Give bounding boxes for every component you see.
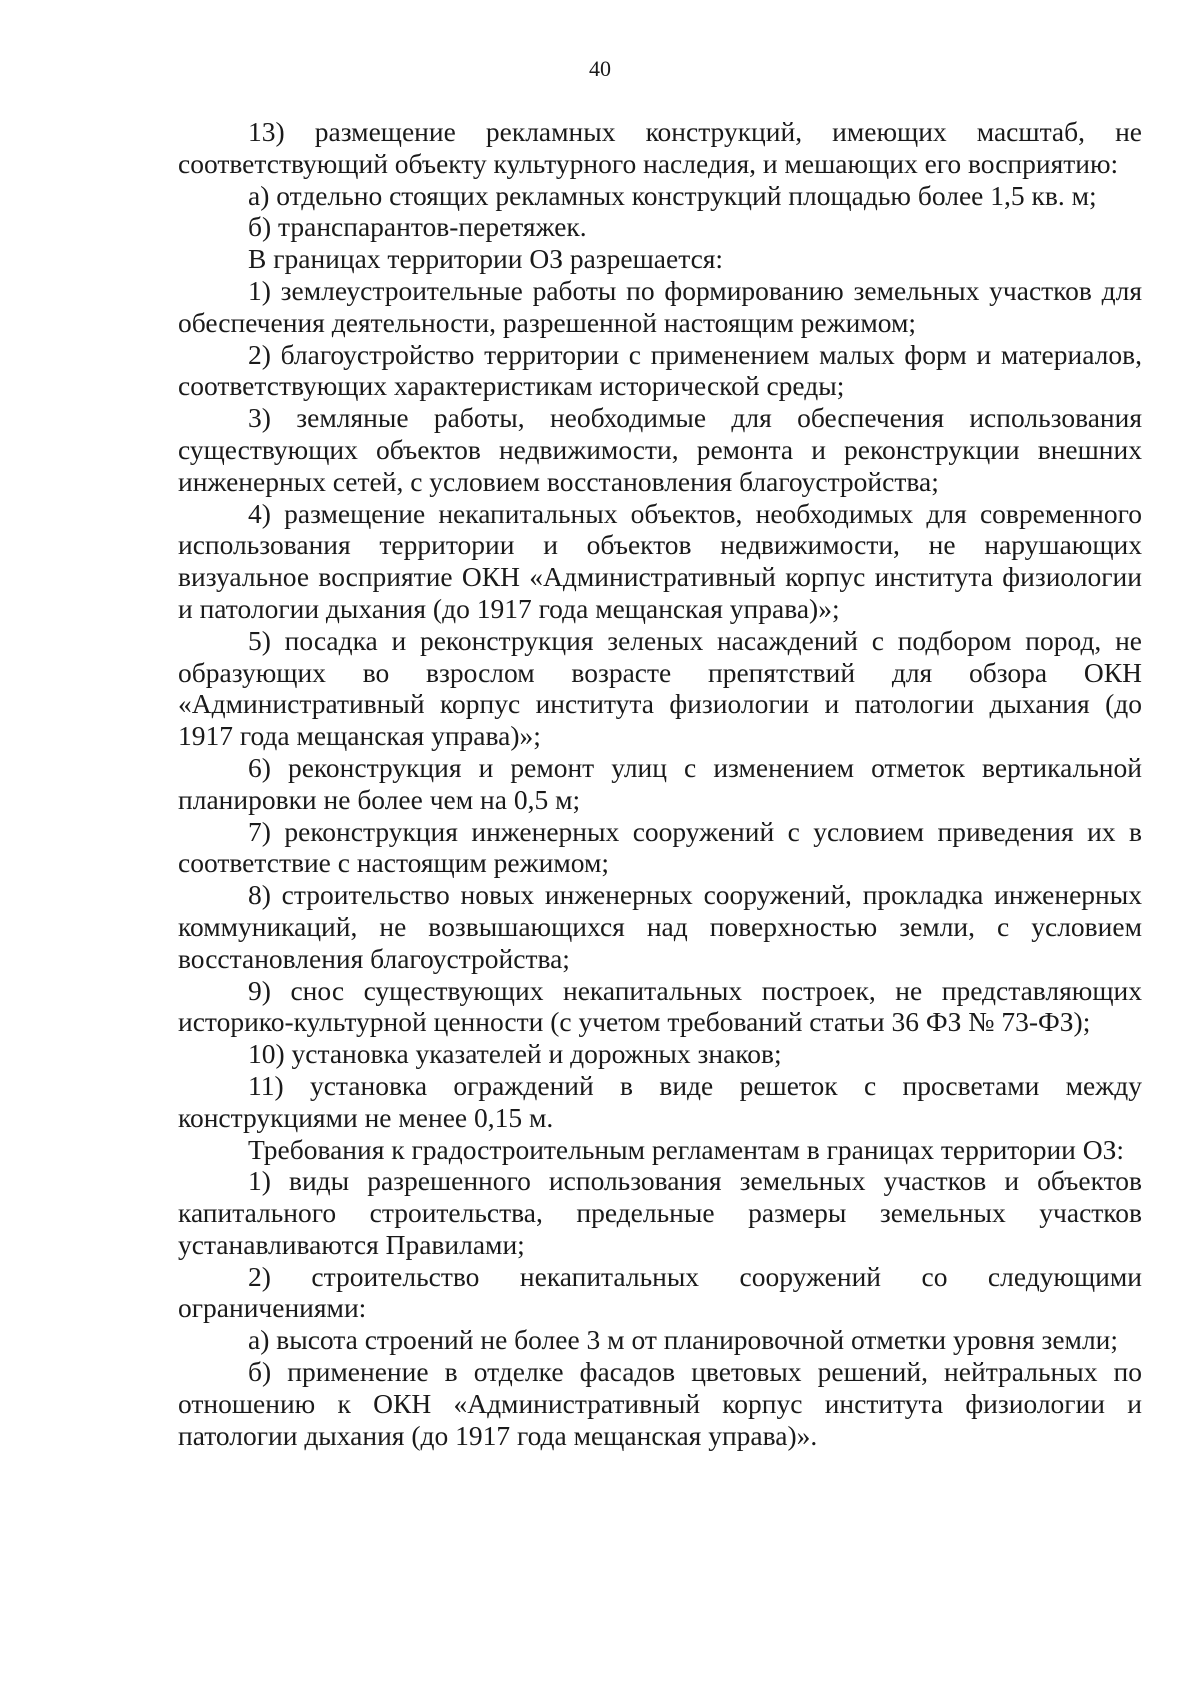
paragraph-item-13: 13) размещение рекламных конструкций, имеющих масштаб, не соответствующий объекту культурного наследия, и мешающих его восприятию: bbox=[178, 116, 1142, 179]
paragraph-allowed-3: 3) земляные работы, необходимые для обеспечения использования существующих объектов недвижимости, ремонта и реконструкции внешних инженерных сетей, с условием восстановления благоустройства; bbox=[178, 402, 1142, 497]
section-heading-allowed: В границах территории ОЗ разрешается: bbox=[248, 243, 724, 275]
page-number: 40 bbox=[589, 56, 611, 81]
paragraph-allowed-7: 7) реконструкция инженерных сооружений с условием приведения их в соответствие с настоящим режимом; bbox=[178, 815, 1142, 879]
paragraph-allowed-10: 10) установка указателей и дорожных знаков; bbox=[248, 1038, 782, 1070]
paragraph-allowed-2: 2) благоустройство территории с применением малых форм и материалов, соответствующих характеристикам исторической среды; bbox=[178, 338, 1142, 402]
paragraph-allowed-1: 1) землеустроительные работы по формированию земельных участков для обеспечения деятельности, разрешенной настоящим режимом; bbox=[178, 274, 1142, 338]
paragraph-allowed-11: 11) установка ограждений в виде решеток с просветами между конструкциями не менее 0,15 м. bbox=[178, 1069, 1142, 1133]
paragraph-requirement-2: 2) строительство некапитальных сооружений со следующими ограничениями: bbox=[178, 1260, 1142, 1324]
paragraph-requirement-a: а) высота строений не более 3 м от планировочной отметки уровня земли; bbox=[248, 1324, 1119, 1356]
paragraph-allowed-5: 5) посадка и реконструкция зеленых насаждений с подбором пород, не образующих во взрослом возрасте препятствий для обзора ОКН «Административный корпус института физиологии и патологии дыхания (до 1917 года мещанская управа)»; bbox=[178, 624, 1142, 752]
paragraph-allowed-6: 6) реконструкция и ремонт улиц с изменением отметок вертикальной планировки не более чем на 0,5 м; bbox=[178, 751, 1142, 815]
section-heading-requirements: Требования к градостроительным регламентам в границах территории ОЗ: bbox=[248, 1133, 1125, 1165]
paragraph-allowed-4: 4) размещение некапитальных объектов, необходимых для современного использования территории и объектов недвижимости, не нарушающих визуальное восприятие ОКН «Административный корпус института физиологии и патологии дыхания (до 1917 года мещанская управа)»; bbox=[178, 497, 1142, 624]
document-body bbox=[178, 116, 1142, 1451]
paragraph-requirement-b: б) применение в отделке фасадов цветовых решений, нейтральных по отношению к ОКН «Административный корпус института физиологии и патологии дыхания (до 1917 года мещанская управа)». bbox=[178, 1356, 1142, 1451]
paragraph-requirement-1: 1) виды разрешенного использования земельных участков и объектов капитального строительства, предельные размеры земельных участков устанавливаются Правилами; bbox=[178, 1165, 1142, 1260]
paragraph-allowed-8: 8) строительство новых инженерных сооружений, прокладка инженерных коммуникаций, не возвышающихся над поверхностью земли, с условием восстановления благоустройства; bbox=[178, 879, 1142, 974]
paragraph-allowed-9: 9) снос существующих некапитальных построек, не представляющих историко-культурной ценности (с учетом требований статьи 36 ФЗ № 73-ФЗ); bbox=[178, 974, 1142, 1038]
paragraph-sub-a: а) отдельно стоящих рекламных конструкций площадью более 1,5 кв. м; bbox=[248, 179, 1097, 211]
paragraph-sub-b: б) транспарантов-перетяжек. bbox=[248, 211, 587, 243]
